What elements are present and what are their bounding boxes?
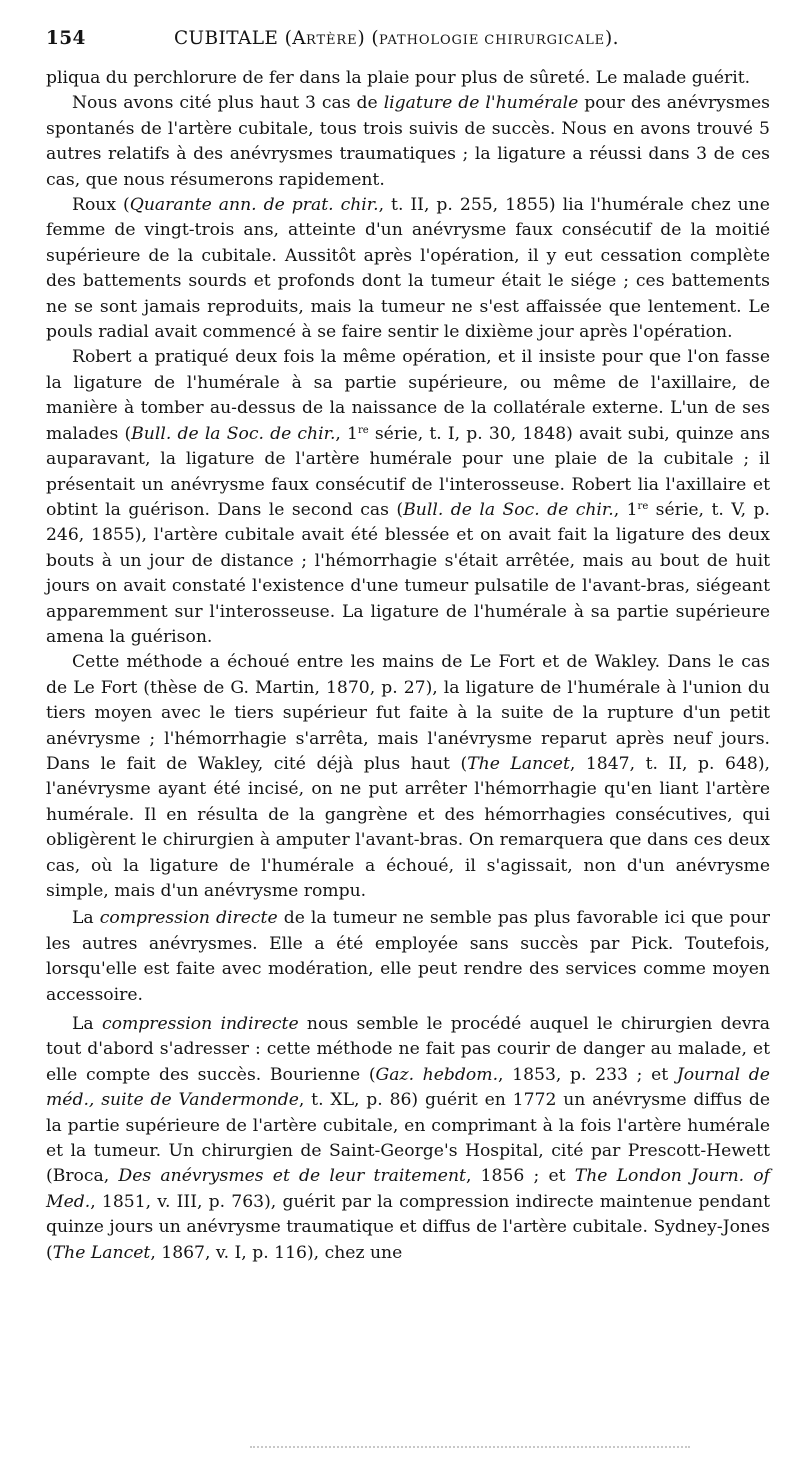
italic-citation: The London Journ. of Med. (46, 1166, 770, 1212)
title-pathologie: PATHOLOGIE CHIRURGICALE (379, 33, 605, 48)
text-run: , 1853, p. 233 ; et (498, 1064, 677, 1085)
page-body (46, 66, 770, 1266)
text-run: de la tumeur ne semble pas plus favorable ici que pour les autres anévrysmes. Elle a été employée sans succès par Pick. Toutefois, lorsqu'elle est faite avec modération, elle peut rendre des services comme moyen accessoire. (46, 908, 770, 1005)
italic-citation: compression indirecte (101, 1014, 299, 1035)
text-run: Robert a pratiqué deux fois la même opération, et il insiste pour que l'on fasse la ligature de l'humérale à sa partie supérieure, ou même de l'axillaire, de manière à tomber au-dessus de la naissance de la collatérale externe. L'un de ses malades ( (46, 347, 770, 444)
text-run: pour des anévrysmes spontanés de l'artère cubitale, tous trois suivis de succès. Nous en avons trouvé 5 autres relatifs à des anévrysmes traumatiques ; la ligature a réussi dans 3 de ces cas, que nous résumerons rapidement. (46, 93, 770, 190)
text-run: Roux ( (72, 195, 130, 216)
title-end: ). (605, 28, 619, 49)
text-run: , 1 (613, 499, 638, 520)
italic-citation: Bull. de la Soc. de chir. (403, 499, 614, 520)
text-run: , t. XL, p. 86) guérit en 1772 un anévrysme diffus de la partie supérieure de l'artère cubitale, en comprimant à la fois l'artère humérale et la tumeur. Un chirurgien de Saint-George's Hospital, cité par Prescott-Hewett (Broca, (46, 1090, 770, 1187)
title-artere-initial: A (292, 28, 306, 49)
text-run: pliqua du perchlorure de fer dans la plaie pour plus de sûreté. Le malade guérit. (46, 68, 751, 88)
italic-citation: Des anévrysmes et de leur traitement (118, 1166, 466, 1187)
page-number: 154 (46, 28, 86, 49)
title-main: CUBITALE ( (174, 28, 293, 49)
running-title (174, 28, 619, 49)
text-run: Nous avons cité plus haut 3 cas de (72, 93, 384, 114)
text-run: série, t. I, p. 30, 1848) avait subi, quinze ans auparavant, la ligature de l'artère humérale pour une plaie de la cubitale ; il présentait un anévrysme faux consécutif de l'interosseuse. Robert lia l'axillaire et obtint la guérison. Dans le second cas ( (46, 423, 770, 520)
text-run: , 1856 ; et (465, 1166, 575, 1187)
title-artere-rest: RTÈRE (306, 33, 358, 48)
italic-citation: ligature de l'humérale (383, 93, 579, 114)
text-run: , 1851, v. III, p. 763), guérit par la compression indirecte maintenue pendant quinze jours un anévrysme traumatique et diffus de l'artère cubitale. Sydney-Jones ( (46, 1191, 770, 1263)
paragraph (46, 193, 770, 345)
italic-citation: Quarante ann. de prat. chir. (129, 195, 379, 216)
italic-citation: The Lancet (467, 753, 570, 774)
text-run: , 1 (335, 423, 358, 444)
footer-bleed-dots (250, 1446, 690, 1450)
italic-citation: The Lancet (52, 1242, 151, 1263)
text-run: , 1847, t. II, p. 648), l'anévrysme ayant été incisé, on ne put arrêter l'hémorrhagie qu'en liant l'artère humérale. Il en résulta de la gangrène et des hémorrhagies consécutives, qui obligèrent le chirurgien à amputer l'avant-bras. On remarquera que dans ces deux cas, où la ligature de l'humérale a échoué, il s'agissait, non d'un anévrysme simple, mais d'un anévrysme rompu. (46, 753, 771, 901)
italic-citation: Journal de méd., suite de Vandermonde (46, 1064, 770, 1111)
text-run: , 1867, v. I, p. 116), chez une (150, 1242, 403, 1263)
italic-citation: compression directe (99, 908, 278, 929)
text-run: nous semble le procédé auquel le chirurgien devra tout d'abord s'adresser : cette méthode ne fait pas courir de danger au malade, et elle compte des succès. Bourienne ( (46, 1014, 770, 1085)
paragraph (46, 906, 770, 1008)
paragraph (46, 1012, 770, 1266)
text-run: Cette méthode a échoué entre les mains de Le Fort et de Wakley. Dans le cas de Le Fort (thèse de G. Martin, 1870, p. 27), la ligature de l'humérale à l'union du tiers moyen avec le tiers supérieur fut faite à la suite de la rupture d'un petit anévrysme ; l'hémorrhagie s'arrêta, mais l'anévrysme reparut après neuf jours. Dans le fait de Wakley, cité déjà plus haut ( (46, 652, 770, 774)
paragraph (46, 650, 770, 904)
superscript: re (357, 424, 369, 436)
paragraph (46, 345, 770, 650)
superscript: re (637, 500, 649, 512)
title-paren: ) ( (357, 28, 380, 49)
italic-citation: Gaz. hebdom. (375, 1064, 499, 1085)
text-run: , t. II, p. 255, 1855) lia l'humérale chez une femme de vingt-trois ans, atteinte d'un anévrysme faux consécutif de la moitié supérieure de la cubitale. Aussitôt après l'opération, il y eut cessation complète des battements sourds et profonds dont la tumeur était le siége ; ces battements ne se sont jamais reproduits, mais la tumeur ne s'est affaissée que lentement. Le pouls radial avait commencé à se faire sentir le dixième jour après l'opération. (46, 195, 770, 343)
text-run: série, t. V, p. 246, 1855), l'artère cubitale avait été blessée et on avait fait la ligature des deux bouts à un jour de distance ; l'hémorrhagie s'était arrêtée, mais au bout de huit jours on avait constaté l'existence d'une tumeur pulsatile de l'avant-bras, siégeant apparemment sur l'interosseuse. La ligature de l'humérale à sa partie supérieure amena la guérison. (46, 499, 770, 647)
paragraph (46, 66, 770, 91)
text-run: La (72, 1014, 102, 1035)
paragraph (46, 91, 770, 193)
running-header (46, 28, 770, 64)
italic-citation: Bull. de la Soc. de chir. (131, 423, 336, 444)
text-run: La (72, 908, 100, 929)
